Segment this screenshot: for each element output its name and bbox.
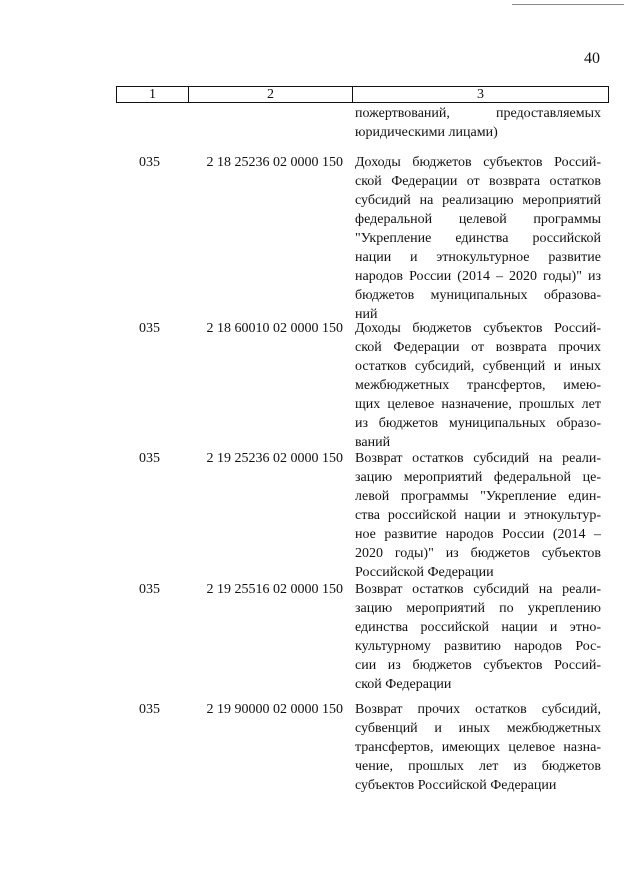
table-header xyxy=(116,86,609,103)
row-admin-code: 035 xyxy=(139,582,160,597)
description-line: Возврат остатков субсидий на реали- xyxy=(355,451,601,466)
description-line: остатков субсидий, субвенций и иных xyxy=(355,359,601,374)
description-line: зацию мероприятий федеральной це- xyxy=(355,470,601,485)
description-line: ваний xyxy=(355,435,391,450)
description-line: федеральной целевой программы xyxy=(355,212,601,227)
description-line: Доходы бюджетов субъектов Россий- xyxy=(355,155,601,170)
description-line: ской Федерации от возврата остатков xyxy=(355,174,601,189)
description-line: народов России (2014 – 2020 годы)" из xyxy=(355,269,601,284)
description-line: ской Федерации xyxy=(355,677,452,692)
description-line: Возврат прочих остатков субсидий, xyxy=(355,702,601,717)
row-description xyxy=(355,319,601,452)
column-header-3: 3 xyxy=(477,87,484,102)
description-line: Доходы бюджетов субъектов Россий- xyxy=(355,321,601,336)
description-line: бюджетов муниципальных образова- xyxy=(355,288,601,303)
description-line: щих целевое назначение, прошлых лет xyxy=(355,397,601,412)
description-line: ства российской нации и этнокультур- xyxy=(355,508,601,523)
description-line: субсидий на реализацию мероприятий xyxy=(355,193,601,208)
row-admin-code: 035 xyxy=(139,702,160,717)
description-line: субъектов Российской Федерации xyxy=(355,778,557,793)
row-description xyxy=(355,449,601,582)
description-line: 2020 годы)" из бюджетов субъектов xyxy=(355,546,601,561)
description-line: нации и этнокультурное развитие xyxy=(355,250,601,265)
row-budget-code: 2 18 25236 02 0000 150 xyxy=(206,155,343,170)
description-line: зацию мероприятий по укреплению xyxy=(355,601,601,616)
row-budget-code: 2 19 25236 02 0000 150 xyxy=(206,451,343,466)
row-budget-code: 2 19 25516 02 0000 150 xyxy=(206,582,343,597)
top-rule xyxy=(512,4,624,5)
column-header-1: 1 xyxy=(117,87,189,102)
row-admin-code: 035 xyxy=(139,321,160,336)
description-line: культурному развитию народов Рос- xyxy=(355,639,601,654)
description-line: межбюджетных трансфертов, имею- xyxy=(355,378,601,393)
description-line: ской Федерации от возврата прочих xyxy=(355,340,601,355)
row-description xyxy=(355,580,601,694)
description-line: чение, прошлых лет из бюджетов xyxy=(355,759,601,774)
description-line: сии из бюджетов субъектов Россий- xyxy=(355,658,601,673)
column-header-2: 2 xyxy=(189,87,353,102)
description-line: из бюджетов муниципальных образо- xyxy=(355,416,601,431)
row-description xyxy=(355,700,601,795)
description-line: субвенций и иных межбюджетных xyxy=(355,721,601,736)
description-line: пожертвований, предоставляемых xyxy=(355,106,601,121)
description-line: левой программы "Укрепление един- xyxy=(355,489,601,504)
description-line: Российской Федерации xyxy=(355,565,494,580)
row-admin-code: 035 xyxy=(139,155,160,170)
description-line: единства российской нации и этно- xyxy=(355,620,601,635)
row-budget-code: 2 19 90000 02 0000 150 xyxy=(206,702,343,717)
description-line: трансфертов, имеющих целевое назна- xyxy=(355,740,601,755)
description-line: ное развитие народов России (2014 – xyxy=(355,527,601,542)
row-description xyxy=(355,104,601,142)
description-line: юридическими лицами) xyxy=(355,125,498,140)
description-line: ний xyxy=(355,307,378,322)
row-description xyxy=(355,153,601,324)
description-line: Возврат остатков субсидий на реали- xyxy=(355,582,601,597)
page-number: 40 xyxy=(584,50,600,67)
row-budget-code: 2 18 60010 02 0000 150 xyxy=(206,321,343,336)
row-admin-code: 035 xyxy=(139,451,160,466)
description-line: "Укрепление единства российской xyxy=(355,231,601,246)
